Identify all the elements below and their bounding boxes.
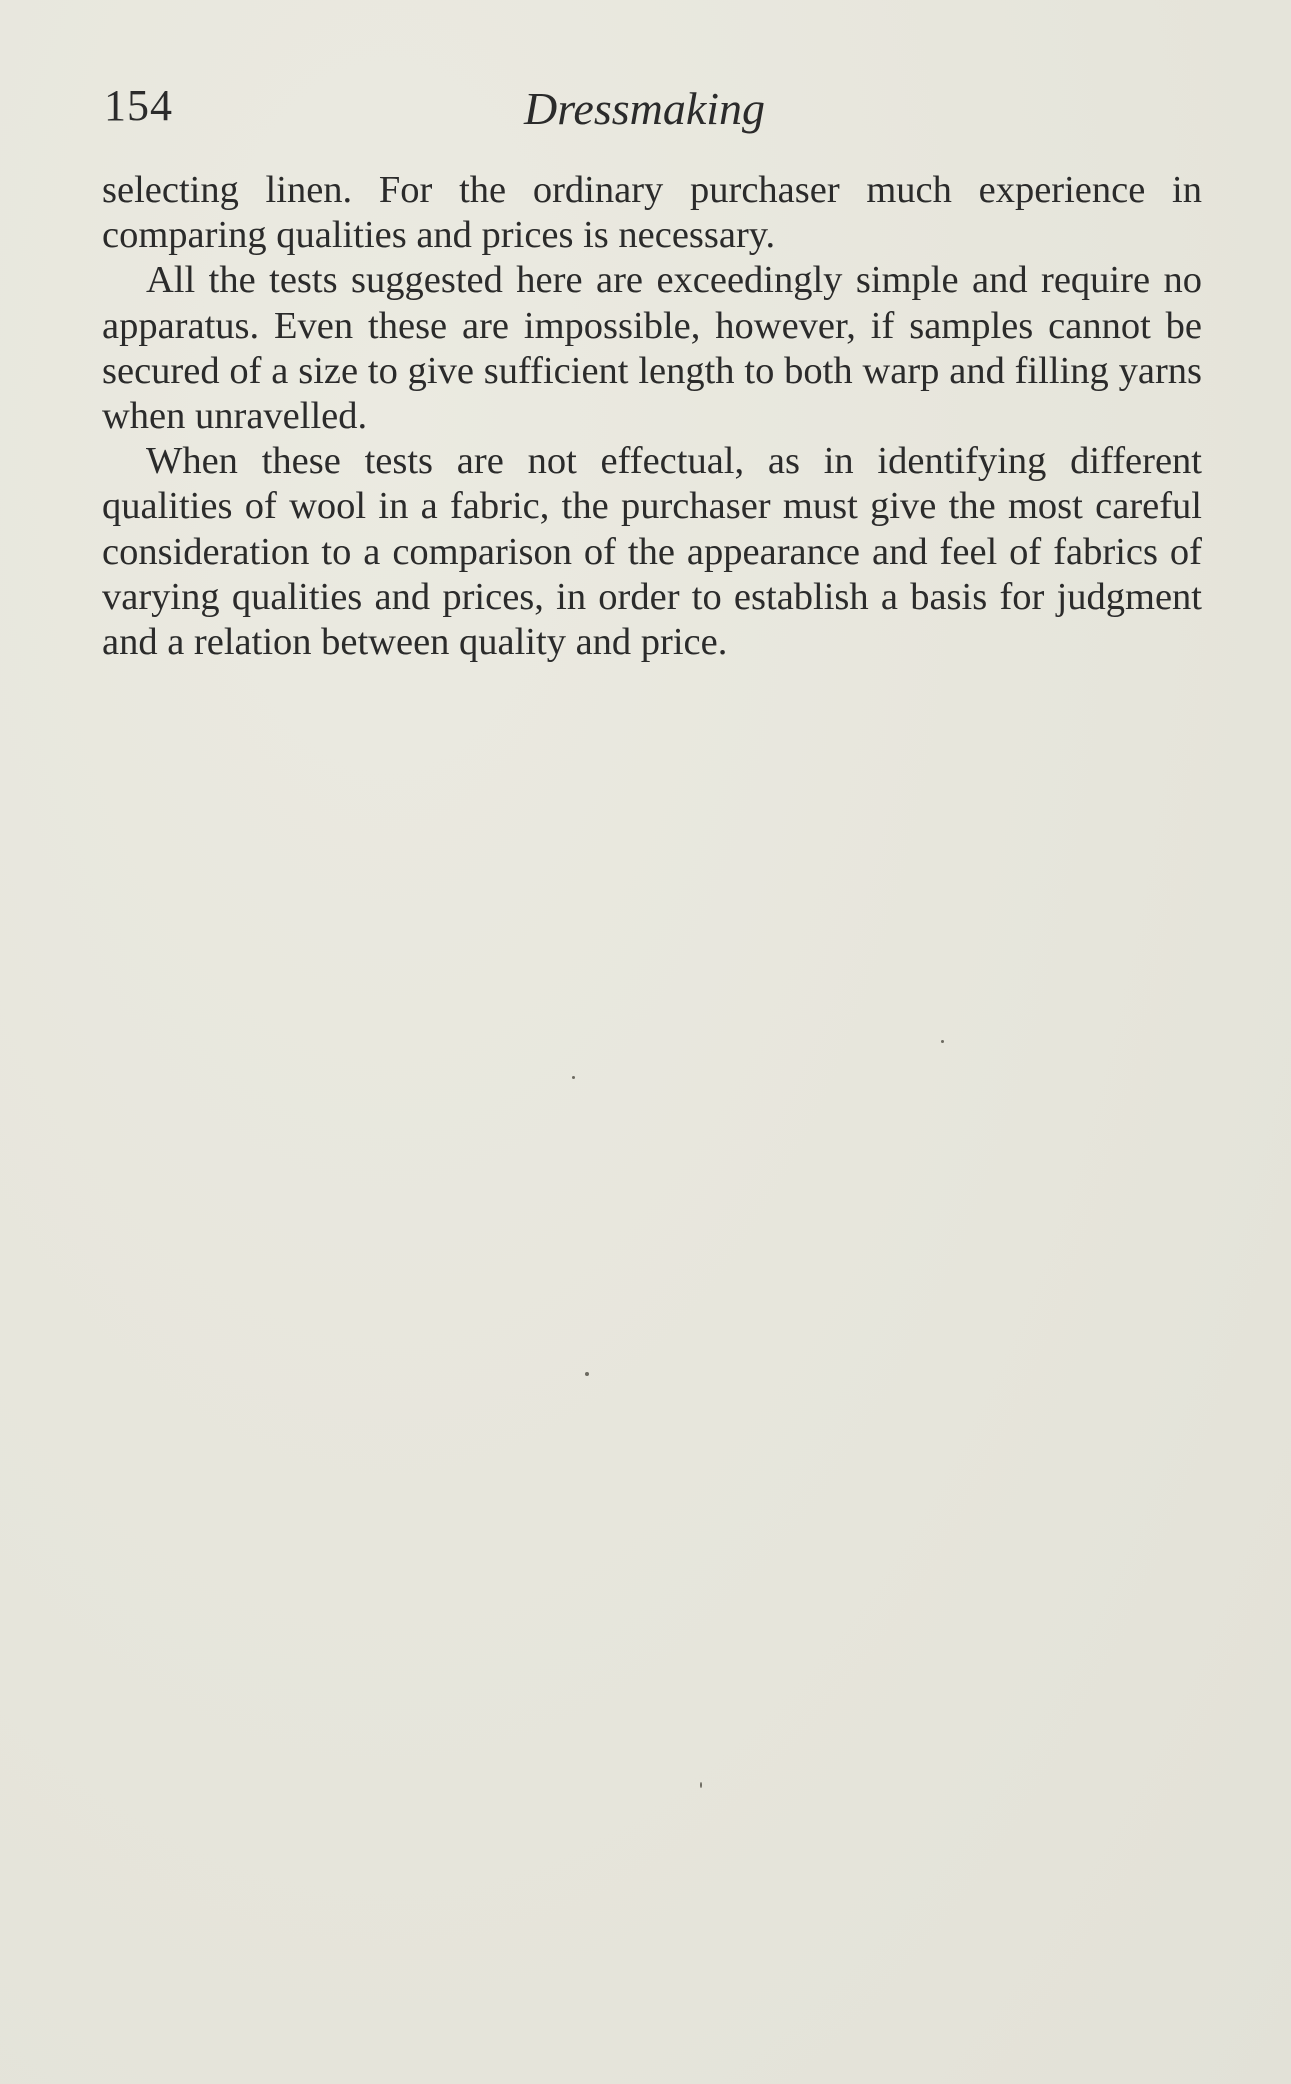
paper-speck [572,1076,575,1079]
paragraph: When these tests are not effectual, as in identifying different qualities of wool in a fabric, the purchaser must give the most careful consideration to a comparison of the appearance and feel of fabrics of varying qualities and prices, in order to establish a basis for judgment and a relation between quality and price. [102,440,1202,664]
paper-speck [585,1372,589,1376]
body-text [102,168,1202,665]
page-number: 154 [104,81,173,130]
page-header [104,72,1204,142]
paragraph-continuation: selecting linen. For the ordinary purchaser much experience in comparing qualities and prices is necessary. [102,169,1202,257]
paper-speck [941,1040,944,1043]
running-head: Dressmaking [524,83,766,134]
paragraph: All the tests suggested here are exceedingly simple and require no apparatus. Even these are impossible, however, if samples cannot be secured of a size to give sufficient length to both warp and filling yarns when unravelled. [102,259,1202,438]
paper-speck [700,1782,702,1788]
